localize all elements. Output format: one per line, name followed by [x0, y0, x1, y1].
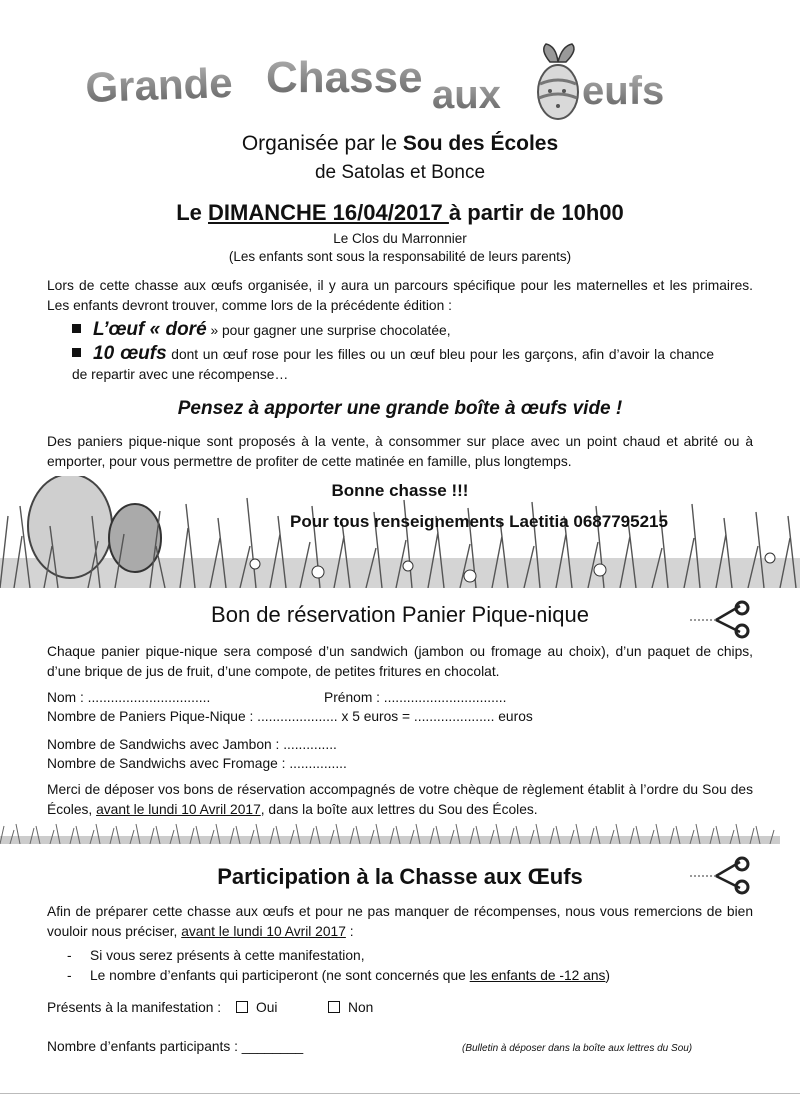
scissors-icon: [690, 856, 750, 896]
participation-item-count-end: ): [605, 968, 611, 983]
presents-label: Présents à la manifestation :: [47, 1000, 222, 1015]
participation-item-count-text: Le nombre d’enfants qui participeront (ne sont concernés que: [90, 968, 470, 983]
title-word-grande: Grande: [84, 58, 234, 111]
picnic-paragraph: Des paniers pique-nique sont proposés à la vente, à consommer sur place avec un point chaud et abrité ou à emporter, pour vous permettre de profiter de cette matinée en famille, plus longtemps.: [47, 434, 753, 469]
fromage-field[interactable]: Nombre de Sandwichs avec Fromage : ...............: [47, 756, 347, 771]
participation-item-dash: -: [67, 968, 72, 983]
grass-divider: [0, 822, 780, 844]
good-hunt-text: Bonne chasse !!!: [331, 481, 469, 500]
intro-paragraph: Lors de cette chasse aux œufs organisée, il y aura un parcours spécifique pour les maternelles et les primaires. Les enfants devront trouver, comme lors de la précédente édition :: [47, 278, 753, 313]
oui-label: Oui: [256, 1000, 278, 1015]
participation-item-count: [90, 966, 610, 986]
reservation-deadline: avant le lundi 10 Avril 2017: [96, 802, 261, 817]
participation-item-dash: -: [67, 948, 72, 963]
bring-box-reminder: Pensez à apporter une grande boîte à œufs vide !: [177, 398, 623, 419]
date-suffix: à partir de 10h00: [448, 200, 624, 225]
oui-checkbox[interactable]: [236, 1001, 248, 1013]
paniers-field[interactable]: Nombre de Paniers Pique-Nique : ..................... x 5 euros = ..................... euros: [47, 709, 533, 724]
bulletin-note: (Bulletin à déposer dans la boîte aux lettres du Sou): [462, 1043, 693, 1054]
title-word-chasse: Chasse: [266, 53, 423, 102]
easter-egg-icon: [538, 44, 578, 119]
contact-info: Pour tous renseignements Laetitia 0687795215: [290, 512, 668, 531]
participation-item-presence: Si vous serez présents à cette manifestation,: [90, 948, 365, 963]
participation-deadline: avant le lundi 10 Avril 2017: [181, 924, 346, 939]
participation-intro-text: Afin de préparer cette chasse aux œufs et pour ne pas manquer de récompenses, nous vous remercions de bien vouloir nous préciser,: [47, 904, 753, 939]
bullet-ten-eggs-text: dont un œuf rose pour les filles ou un œuf bleu pour les garçons, afin d’avoir la chance de repartir avec une récompense…: [72, 347, 714, 382]
scissors-icon: [690, 600, 750, 640]
reservation-instructions: [47, 780, 753, 820]
title-word-oeufs: eufs: [582, 69, 665, 113]
non-checkbox[interactable]: [328, 1001, 340, 1013]
event-location: Le Clos du Marronnier: [333, 231, 467, 246]
bullet-square-icon: [72, 324, 81, 333]
organizer-name: Sou des Écoles: [402, 132, 559, 155]
reservation-instructions-text: Merci de déposer vos bons de réservation accompagnés de votre chèque de règlement établit à l’ordre du Sou des Écoles,: [47, 782, 753, 817]
date-prefix: Le: [176, 200, 209, 225]
bullet-square-icon: [72, 348, 81, 357]
prenom-field[interactable]: Prénom : ................................: [324, 690, 507, 705]
date-value: DIMANCHE 16/04/2017: [208, 200, 449, 225]
responsibility-note: (Les enfants sont sous la responsabilité de leurs parents): [228, 249, 572, 264]
participation-age-limit: les enfants de -12 ans: [469, 968, 606, 983]
participation-intro-end: :: [345, 924, 354, 939]
organizer-place: de Satolas et Bonce: [314, 162, 486, 183]
bullet-golden-egg: [72, 320, 762, 341]
title-word-aux: aux: [432, 73, 501, 117]
nom-field[interactable]: Nom : ................................: [47, 690, 211, 705]
jambon-field[interactable]: Nombre de Sandwichs avec Jambon : ..............: [47, 737, 337, 752]
bullet-ten-eggs-strong: 10 œufs: [93, 343, 167, 364]
organizer-prefix: Organisée par le: [241, 132, 403, 155]
bullet-golden-egg-strong: L’œuf « doré: [93, 319, 207, 340]
children-count-field[interactable]: Nombre d’enfants participants : ________: [47, 1039, 304, 1054]
page-bottom-rule: [0, 1093, 800, 1094]
event-date: [0, 200, 800, 226]
page-title: [0, 32, 800, 122]
participation-intro: [47, 902, 753, 942]
organizer-line: [0, 132, 800, 156]
non-option[interactable]: [328, 998, 373, 1018]
reservation-description: Chaque panier pique-nique sera composé d’un sandwich (jambon ou fromage au choix), d’un paquet de chips, d’une brique de jus de fruit, d’une compote, de petites fritures en chocolat.: [47, 644, 753, 679]
participation-title: Participation à la Chasse aux Œufs: [217, 864, 583, 889]
bullet-golden-egg-text: pour gagner une surprise chocolatée,: [218, 323, 451, 338]
bullet-golden-egg-mid: »: [206, 323, 219, 338]
bullet-ten-eggs: [72, 344, 714, 385]
reservation-title: Bon de réservation Panier Pique-nique: [211, 602, 589, 627]
oui-option[interactable]: [236, 998, 277, 1018]
non-label: Non: [348, 1000, 374, 1015]
reservation-instructions-end: , dans la boîte aux lettres du Sou des Écoles.: [260, 802, 538, 817]
